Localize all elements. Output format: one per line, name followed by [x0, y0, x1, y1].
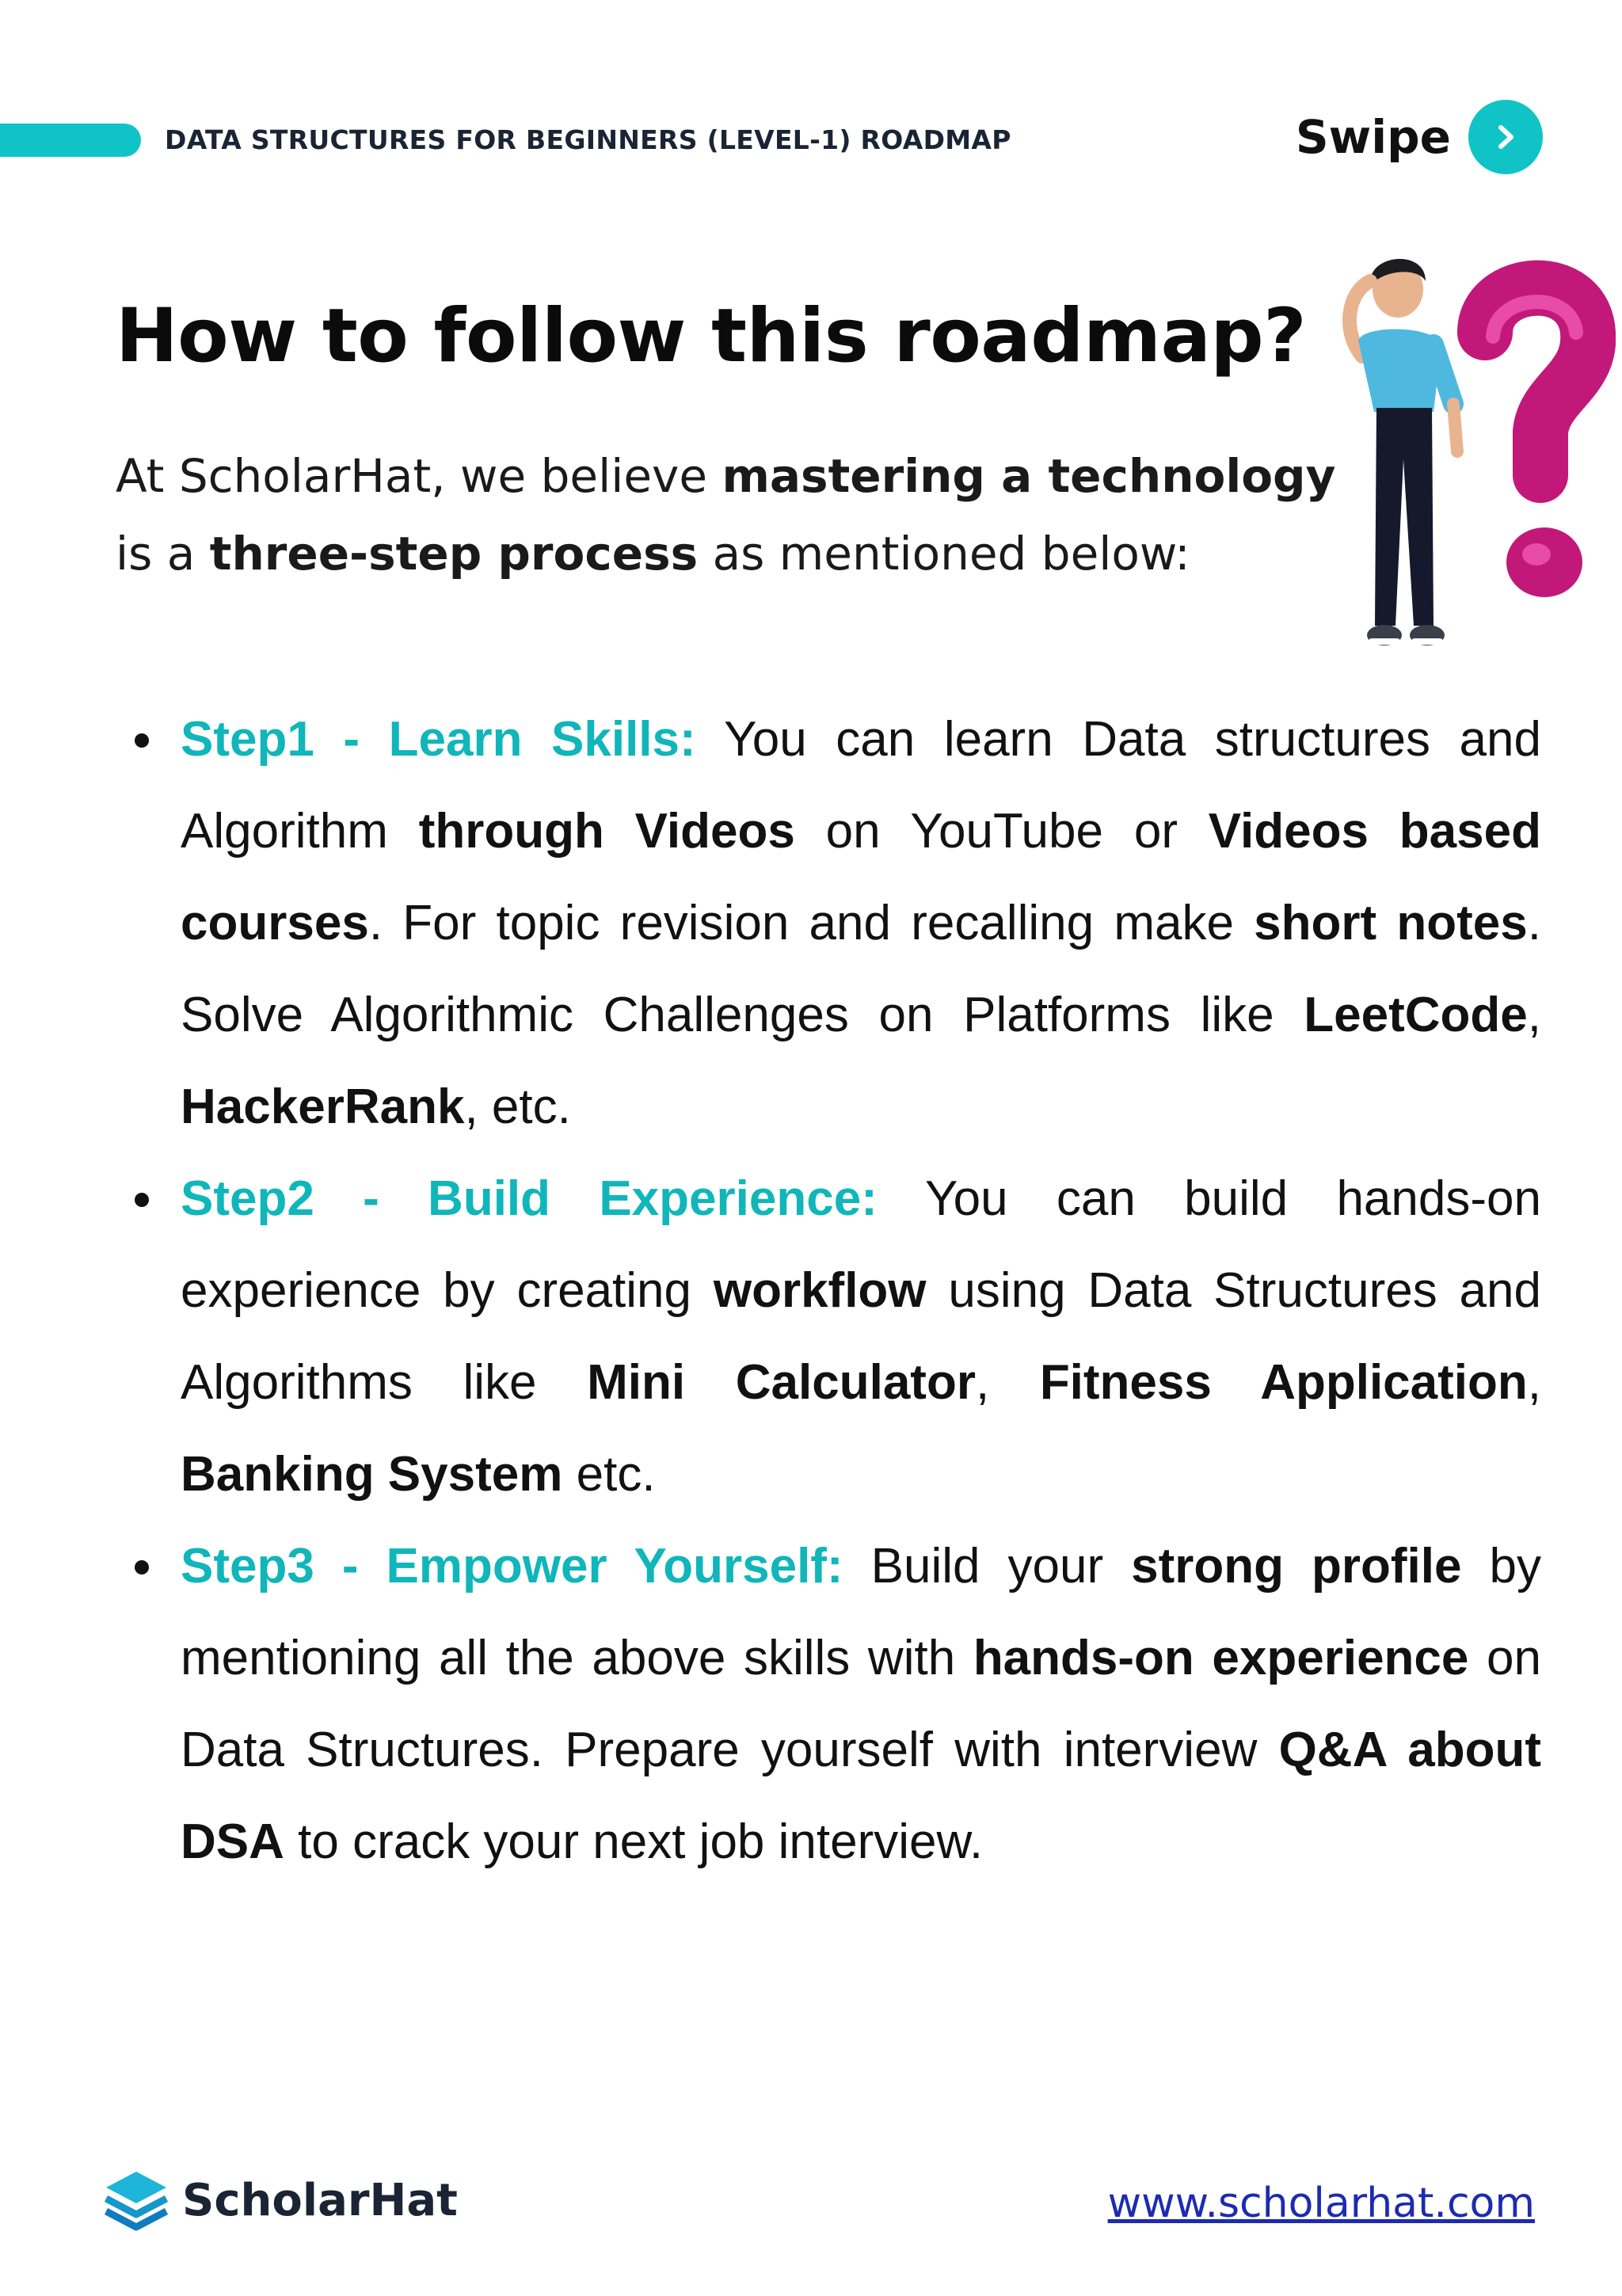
step-bold: Fitness Application	[1039, 1355, 1528, 1410]
header-title: DATA STRUCTURES FOR BEGINNERS (LEVEL-1) ROADMAP	[165, 124, 1011, 155]
thinking-person-illustration	[1315, 246, 1616, 665]
step-item-2	[181, 1153, 1541, 1521]
step-text: on Data Structures. Prepare yourself with interview	[181, 1631, 1541, 1777]
stacked-layers-logo-icon	[103, 2167, 169, 2233]
step-bold: Mini Calculator	[587, 1355, 976, 1410]
step-text: using Data Structures and Algorithms like	[181, 1263, 1541, 1410]
step-text: ,	[1527, 1355, 1541, 1410]
step-label: Step1 - Learn Skills:	[181, 712, 696, 767]
step-text: ,	[975, 1355, 1040, 1410]
step-bold: Banking System	[181, 1447, 563, 1502]
step-item-3	[181, 1521, 1541, 1888]
step-text: . Solve Algorithmic Challenges on Platforms like	[181, 896, 1541, 1042]
swipe-control[interactable]	[1296, 100, 1543, 174]
step-text: You can learn Data structures and Algorithm	[181, 712, 1541, 859]
step-bold: Videos based courses	[181, 804, 1541, 950]
intro-paragraph	[116, 437, 1351, 592]
step-bold: Q&A about DSA	[181, 1723, 1541, 1869]
step-text: You can build hands-on experience by creating	[181, 1171, 1541, 1318]
step-text: etc.	[562, 1447, 656, 1502]
page-title: How to follow this roadmap?	[116, 293, 1307, 379]
step-text: Build your	[843, 1539, 1132, 1593]
step-text: . For topic revision and recalling make	[368, 896, 1255, 950]
intro-text: as mentioned below:	[698, 527, 1190, 581]
step-text: , etc.	[464, 1079, 571, 1134]
step-bold: strong profile	[1131, 1539, 1462, 1593]
swipe-button[interactable]	[1468, 100, 1543, 174]
step-text: ,	[1527, 988, 1541, 1042]
step-label: Step3 - Empower Yourself:	[181, 1539, 843, 1593]
step-bold: hands-on experience	[973, 1631, 1469, 1685]
chevron-right-icon	[1490, 121, 1521, 153]
logo-text: ScholarHat	[182, 2174, 458, 2226]
intro-text: At ScholarHat, we believe	[116, 449, 722, 503]
step-label: Step2 - Build Experience:	[181, 1171, 878, 1226]
step-text: to crack your next job interview.	[284, 1814, 984, 1869]
intro-text: is a	[116, 527, 210, 581]
step-text: by mentioning all the above skills with	[181, 1539, 1541, 1685]
step-bold: workflow	[713, 1263, 927, 1318]
footer-logo[interactable]	[103, 2167, 458, 2233]
header-accent-bar	[0, 124, 141, 157]
step-bold: LeetCode	[1304, 988, 1528, 1042]
step-bold: short notes	[1254, 896, 1528, 950]
step-text: on YouTube or	[794, 804, 1209, 859]
intro-bold: mastering a technology	[722, 449, 1336, 503]
step-bold: HackerRank	[181, 1079, 465, 1134]
intro-bold: three-step process	[209, 527, 699, 581]
step-bold: through Videos	[418, 804, 795, 859]
step-item-1	[181, 694, 1541, 1153]
steps-list	[181, 694, 1541, 1888]
swipe-label[interactable]: Swipe	[1295, 110, 1451, 164]
website-link[interactable]: www.scholarhat.com	[1107, 2180, 1535, 2227]
